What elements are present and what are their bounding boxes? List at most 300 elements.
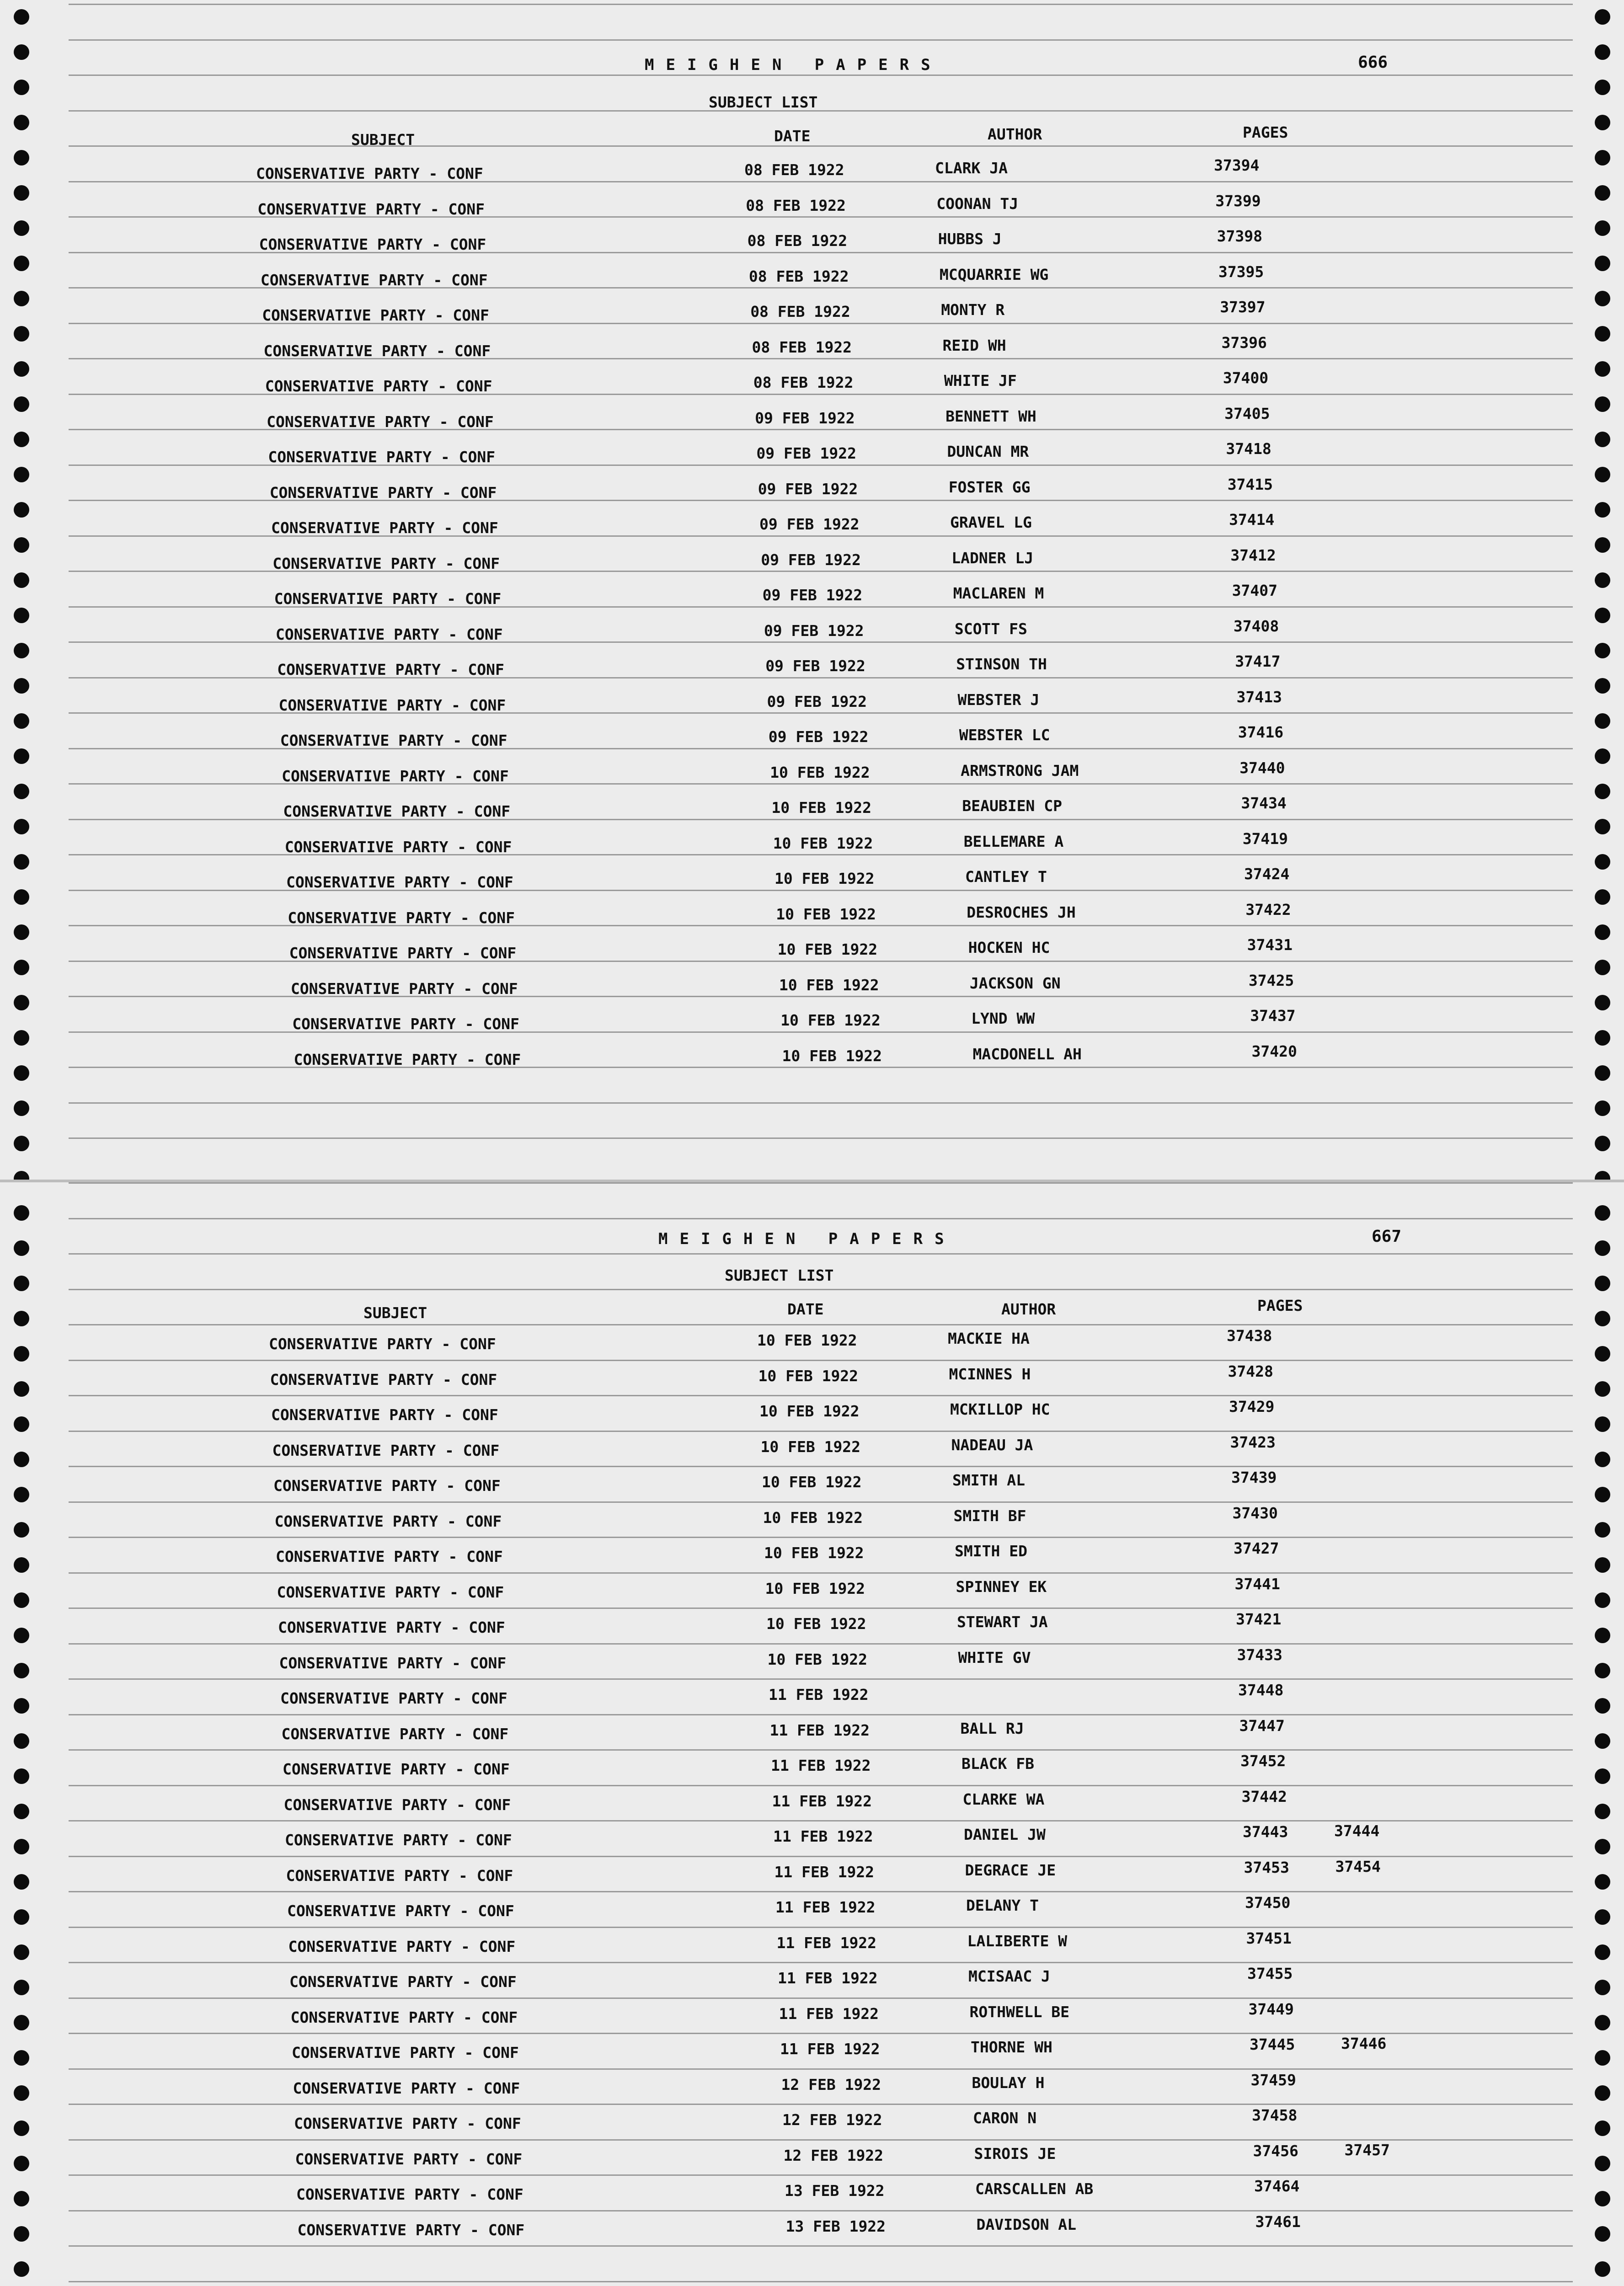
table-row: [32, 900, 1624, 936]
author-cell: GRAVEL LG: [950, 513, 1032, 531]
pages-cell: 37405: [1224, 404, 1270, 422]
pages-cell: 37399: [1215, 192, 1261, 210]
date-cell: 10 FEB 1922: [780, 1011, 881, 1029]
table-row: [21, 1575, 1624, 1611]
pages-cell: 37427: [1234, 1539, 1279, 1557]
author-cell: STINSON TH: [956, 655, 1047, 673]
date-cell: 09 FEB 1922: [759, 515, 860, 533]
subject-cell: CONSERVATIVE PARTY - CONF: [290, 2008, 518, 2026]
table-row: [35, 2000, 1624, 2036]
subject-cell: CONSERVATIVE PARTY - CONF: [262, 306, 489, 324]
author-cell: BELLEMARE A: [963, 832, 1064, 850]
date-cell: 10 FEB 1922: [764, 1544, 864, 1562]
pages-cell: 37417: [1235, 652, 1281, 670]
subject-cell: CONSERVATIVE PARTY - CONF: [283, 1760, 510, 1778]
subject-cell: CONSERVATIVE PARTY - CONF: [271, 1406, 498, 1424]
subject-cell: CONSERVATIVE PARTY - CONF: [278, 696, 506, 714]
date-cell: 12 FEB 1922: [783, 2146, 884, 2164]
feed-hole: [14, 150, 29, 166]
subject-cell: CONSERVATIVE PARTY - CONF: [288, 1937, 516, 1955]
author-cell: MCKILLOP HC: [950, 1400, 1050, 1418]
feed-hole: [14, 2191, 29, 2206]
subject-cell: CONSERVATIVE PARTY - CONF: [296, 2185, 524, 2203]
page-number: 667: [1372, 1227, 1402, 1246]
author-cell: REID WH: [942, 336, 1006, 354]
author-cell: WEBSTER LC: [959, 726, 1050, 744]
subject-cell: CONSERVATIVE PARTY - CONF: [280, 1689, 508, 1707]
ruled-line: [69, 1102, 1573, 1104]
subject-cell: CONSERVATIVE PARTY - CONF: [289, 944, 517, 962]
author-cell: BENNETT WH: [946, 407, 1036, 425]
table-row: [30, 1857, 1624, 1894]
table-row: [26, 758, 1624, 795]
column-header-author: AUTHOR: [988, 125, 1042, 143]
pages-cell: 37428: [1228, 1362, 1273, 1380]
table-row: [29, 829, 1624, 865]
date-cell: 11 FEB 1922: [769, 1686, 869, 1704]
ruled-line: [69, 2281, 1573, 2282]
feed-hole: [14, 2156, 29, 2171]
subject-cell: CONSERVATIVE PARTY - CONF: [272, 554, 500, 572]
subject-cell: CONSERVATIVE PARTY - CONF: [283, 1795, 511, 1814]
author-cell: CARSCALLEN AB: [975, 2180, 1094, 2198]
feed-hole: [14, 1980, 29, 1995]
table-row: [33, 1965, 1624, 2000]
subject-cell: CONSERVATIVE PARTY - CONF: [270, 1370, 497, 1389]
author-cell: DESROCHES JH: [967, 903, 1076, 921]
author-cell: BOULAY H: [972, 2073, 1045, 2092]
pages-cell: 37422: [1245, 900, 1291, 919]
author-cell: MACDONELL AH: [972, 1045, 1082, 1063]
feed-hole: [14, 1100, 29, 1116]
table-row: [23, 1645, 1624, 1682]
date-cell: 09 FEB 1922: [756, 444, 856, 462]
date-cell: 10 FEB 1922: [779, 976, 879, 994]
table-row: [39, 2141, 1624, 2178]
feed-hole: [14, 924, 29, 940]
subject-cell: CONSERVATIVE PARTY - CONF: [286, 1866, 513, 1885]
table-row: [14, 1362, 1624, 1398]
author-cell: CANTLEY T: [965, 868, 1047, 886]
feed-hole: [14, 1205, 29, 1221]
date-cell: 11 FEB 1922: [772, 1792, 872, 1810]
pages-cell: 37439: [1231, 1469, 1277, 1486]
page-number: 666: [1358, 53, 1388, 72]
date-cell: 08 FEB 1922: [744, 161, 844, 179]
table-row: [0, 156, 1624, 192]
subject-cell: CONSERVATIVE PARTY - CONF: [292, 2044, 519, 2062]
author-cell: STEWART JA: [957, 1613, 1048, 1631]
date-cell: 10 FEB 1922: [777, 940, 878, 958]
pages-cell: 37441: [1234, 1575, 1280, 1593]
feed-hole: [14, 2120, 29, 2136]
table-row: [40, 2177, 1624, 2213]
pages-cell: 37419: [1242, 829, 1288, 848]
pages-cell: 37421: [1236, 1610, 1282, 1628]
table-row: [15, 1398, 1624, 1433]
date-cell: 08 FEB 1922: [748, 267, 849, 285]
table-row: [36, 2035, 1624, 2071]
table-row: [22, 1610, 1624, 1646]
feed-hole: [1595, 1136, 1610, 1151]
subject-cell: CONSERVATIVE PARTY - CONF: [283, 802, 511, 820]
date-cell: 10 FEB 1922: [762, 1473, 862, 1491]
pages-cell: 37394: [1214, 156, 1260, 174]
date-cell: 10 FEB 1922: [782, 1047, 882, 1065]
pages-cell: 37418: [1226, 440, 1271, 458]
date-cell: 11 FEB 1922: [779, 2004, 879, 2023]
date-cell: 09 FEB 1922: [755, 409, 855, 427]
ruled-line: [69, 1324, 1573, 1325]
date-cell: 10 FEB 1922: [767, 1650, 868, 1668]
table-row: [21, 652, 1624, 688]
pages-cell: 37398: [1217, 227, 1262, 245]
subject-cell: CONSERVATIVE PARTY - CONF: [277, 661, 504, 678]
date-cell: 11 FEB 1922: [774, 1863, 875, 1881]
pages-cell: 37415: [1227, 475, 1273, 493]
author-cell: BALL RJ: [960, 1719, 1024, 1737]
subject-cell: CONSERVATIVE PARTY - CONF: [275, 625, 503, 643]
column-header-pages: PAGES: [1257, 1297, 1303, 1314]
table-row: [16, 1433, 1624, 1469]
pages-cell: 37442: [1241, 1787, 1287, 1805]
table-row: [37, 2071, 1624, 2107]
subject-cell: CONSERVATIVE PARTY - CONF: [268, 448, 496, 466]
feed-hole: [14, 1276, 29, 1291]
subject-cell: CONSERVATIVE PARTY - CONF: [284, 838, 512, 856]
pages-cell: 37424: [1244, 865, 1290, 883]
page-title: MEIGHEN PAPERS: [645, 56, 942, 74]
feed-hole: [14, 854, 29, 870]
date-cell: 10 FEB 1922: [757, 1331, 857, 1349]
date-cell: 08 FEB 1922: [747, 232, 848, 250]
date-cell: 09 FEB 1922: [758, 480, 858, 498]
author-cell: MCQUARRIE WG: [939, 265, 1049, 283]
pages-cell: 37425: [1248, 971, 1294, 989]
table-row: [38, 2106, 1624, 2142]
author-cell: CLARK JA: [935, 159, 1008, 177]
subject-cell: CONSERVATIVE PARTY - CONF: [265, 377, 492, 395]
column-header-subject: SUBJECT: [351, 131, 415, 149]
pages-cell: 37416: [1238, 723, 1284, 741]
date-cell: 13 FEB 1922: [785, 2217, 886, 2235]
table-row: [20, 617, 1624, 653]
subject-cell: CONSERVATIVE PARTY - CONF: [293, 2079, 520, 2097]
subject-cell: CONSERVATIVE PARTY - CONF: [287, 1902, 514, 1920]
table-row: [20, 1539, 1624, 1575]
ruled-line: [69, 1218, 1573, 1219]
pages-cell: 37459: [1250, 2071, 1296, 2089]
ruled-line: [69, 1182, 1573, 1184]
date-cell: 11 FEB 1922: [776, 1933, 877, 1952]
author-cell: THORNE WH: [971, 2038, 1052, 2056]
author-cell: JACKSON GN: [969, 974, 1061, 992]
subject-cell: CONSERVATIVE PARTY - CONF: [294, 1050, 521, 1068]
date-cell: 11 FEB 1922: [773, 1827, 873, 1845]
feed-hole: [14, 995, 29, 1010]
feed-hole: [1595, 1100, 1610, 1116]
author-cell: SCOTT FS: [954, 620, 1027, 638]
subject-cell: CONSERVATIVE PARTY - CONF: [288, 908, 515, 927]
pages-cell-2: 37454: [1335, 1857, 1381, 1875]
table-row: [1, 192, 1624, 228]
pages-cell: 37453: [1244, 1858, 1289, 1876]
table-row: [17, 1469, 1624, 1504]
subject-cell: CONSERVATIVE PARTY - CONF: [290, 979, 518, 998]
date-cell: 10 FEB 1922: [775, 870, 875, 887]
pages-cell: 37461: [1255, 2212, 1301, 2231]
subject-cell: CONSERVATIVE PARTY - CONF: [256, 165, 483, 182]
date-cell: 12 FEB 1922: [781, 2075, 881, 2094]
pages-cell: 37440: [1239, 758, 1285, 777]
table-row: [42, 2212, 1624, 2249]
feed-hole: [14, 2261, 29, 2277]
subject-cell: CONSERVATIVE PARTY - CONF: [273, 1477, 501, 1495]
ruled-line: [69, 1138, 1573, 1139]
author-cell: CLARKE WA: [962, 1790, 1045, 1808]
column-header-date: DATE: [787, 1300, 824, 1318]
feed-hole: [1595, 150, 1610, 166]
pages-cell-2: 37444: [1334, 1822, 1380, 1840]
subject-cell: CONSERVATIVE PARTY - CONF: [281, 1725, 509, 1743]
author-cell: DUNCAN MR: [947, 443, 1029, 460]
column-header-author: AUTHOR: [1001, 1300, 1056, 1318]
author-cell: FOSTER GG: [948, 478, 1031, 496]
feed-hole: [1595, 2261, 1610, 2277]
date-cell: 11 FEB 1922: [775, 1898, 876, 1916]
author-cell: SIROIS JE: [974, 2144, 1056, 2163]
pages-cell-2: 37457: [1344, 2141, 1390, 2159]
subject-cell: CONSERVATIVE PARTY - CONF: [278, 1618, 505, 1636]
page-header: [0, 53, 1624, 83]
feed-hole: [1595, 1205, 1610, 1221]
table-row: [36, 1007, 1624, 1042]
feed-hole: [14, 1065, 29, 1081]
pages-cell: 37407: [1232, 582, 1277, 599]
author-cell: WHITE GV: [958, 1648, 1031, 1666]
table-row: [33, 936, 1624, 972]
subject-cell: CONSERVATIVE PARTY - CONF: [269, 1335, 496, 1353]
date-cell: 08 FEB 1922: [750, 303, 850, 320]
author-cell: LYND WW: [971, 1009, 1035, 1027]
date-cell: 11 FEB 1922: [778, 1969, 878, 1987]
subject-cell: CONSERVATIVE PARTY - CONF: [263, 342, 491, 360]
pages-cell: 37420: [1251, 1042, 1297, 1060]
subject-cell: CONSERVATIVE PARTY - CONF: [276, 1548, 503, 1565]
author-cell: HOCKEN HC: [968, 939, 1050, 956]
table-row: [35, 971, 1624, 1007]
feed-hole: [14, 1136, 29, 1151]
subject-cell: CONSERVATIVE PARTY - CONF: [289, 1973, 517, 1991]
table-row: [13, 1327, 1624, 1362]
table-row: [38, 1042, 1624, 1078]
subject-cell: CONSERVATIVE PARTY - CONF: [257, 200, 485, 218]
pages-cell: 37437: [1250, 1007, 1296, 1025]
date-cell: 11 FEB 1922: [771, 1757, 871, 1774]
pages-cell: 37408: [1233, 617, 1279, 635]
table-row: [18, 582, 1624, 617]
printout-sheet-667: [0, 1180, 1624, 2286]
pages-cell: 37429: [1229, 1398, 1275, 1415]
date-cell: 09 FEB 1922: [764, 621, 864, 640]
feed-hole: [14, 1030, 29, 1046]
author-cell: SMITH BF: [953, 1506, 1026, 1525]
author-cell: BLACK FB: [962, 1755, 1034, 1773]
date-cell: 08 FEB 1922: [753, 374, 854, 391]
author-cell: MACKIE HA: [948, 1330, 1030, 1347]
subject-cell: CONSERVATIVE PARTY - CONF: [259, 235, 486, 253]
date-cell: 09 FEB 1922: [767, 692, 867, 710]
pages-cell: 37430: [1232, 1504, 1278, 1522]
author-cell: SPINNEY EK: [956, 1577, 1047, 1596]
author-cell: WHITE JF: [944, 372, 1017, 390]
author-cell: MCISAAC J: [968, 1967, 1050, 1985]
table-row: [19, 1504, 1624, 1540]
date-cell: 12 FEB 1922: [782, 2111, 882, 2129]
feed-hole: [14, 2226, 29, 2242]
date-cell: 10 FEB 1922: [763, 1508, 863, 1527]
table-row: [24, 1681, 1624, 1717]
date-cell: 13 FEB 1922: [785, 2182, 885, 2200]
author-cell: ARMSTRONG JAM: [961, 761, 1079, 780]
table-row: [27, 794, 1624, 830]
feed-hole: [14, 9, 29, 25]
subject-cell: CONSERVATIVE PARTY - CONF: [277, 1583, 504, 1601]
pages-cell: 37438: [1227, 1327, 1272, 1345]
date-cell: 10 FEB 1922: [758, 1367, 859, 1385]
table-row: [15, 511, 1624, 546]
column-header-pages: PAGES: [1243, 123, 1288, 141]
page-header: [0, 1227, 1624, 1257]
pages-cell: 37395: [1218, 262, 1264, 281]
table-row: [26, 1716, 1624, 1752]
subject-cell: CONSERVATIVE PARTY - CONF: [285, 1831, 512, 1849]
table-row: [6, 298, 1624, 334]
subject-cell: CONSERVATIVE PARTY - CONF: [282, 767, 509, 785]
subject-cell: CONSERVATIVE PARTY - CONF: [272, 1441, 500, 1459]
pages-cell: 37464: [1254, 2177, 1300, 2195]
table-row: [28, 1787, 1624, 1823]
column-header-date: DATE: [774, 127, 811, 145]
date-cell: 09 FEB 1922: [762, 586, 863, 604]
table-row: [8, 333, 1624, 369]
date-cell: 10 FEB 1922: [760, 1437, 861, 1456]
pages-cell: 37423: [1230, 1433, 1276, 1451]
date-cell: 11 FEB 1922: [769, 1721, 870, 1739]
subject-cell: CONSERVATIVE PARTY - CONF: [295, 2150, 523, 2168]
table-row: [5, 262, 1624, 299]
pages-cell: 37455: [1247, 1965, 1293, 1982]
feed-hole: [14, 1874, 29, 1890]
feed-hole: [14, 1944, 29, 1960]
date-cell: 09 FEB 1922: [761, 550, 861, 569]
table-row: [27, 1752, 1624, 1788]
pages-cell: 37445: [1250, 2035, 1295, 2053]
author-cell: HUBBS J: [938, 230, 1002, 248]
table-row: [14, 475, 1624, 511]
table-row: [32, 1929, 1624, 1965]
pages-cell: 37431: [1247, 936, 1293, 954]
table-row: [23, 688, 1624, 724]
author-cell: DANIEL JW: [964, 1826, 1046, 1843]
pages-cell: 37448: [1238, 1681, 1284, 1699]
page-title: MEIGHEN PAPERS: [658, 1230, 956, 1248]
subject-cell: CONSERVATIVE PARTY - CONF: [274, 590, 502, 608]
feed-hole: [14, 115, 29, 130]
pages-cell: 37412: [1230, 546, 1276, 564]
pages-cell: 37396: [1221, 333, 1267, 352]
subject-cell: CONSERVATIVE PARTY - CONF: [292, 1015, 519, 1033]
table-row: [30, 865, 1624, 901]
table-row: [31, 1894, 1624, 1929]
date-cell: 10 FEB 1922: [773, 834, 873, 852]
subject-cell: CONSERVATIVE PARTY - CONF: [269, 483, 497, 502]
ruled-line: [69, 145, 1573, 147]
date-cell: 09 FEB 1922: [765, 657, 865, 675]
ruled-line: [69, 110, 1573, 112]
feed-hole: [14, 1839, 29, 1854]
author-cell: SMITH AL: [952, 1471, 1025, 1489]
table-row: [24, 723, 1624, 759]
subject-cell: CONSERVATIVE PARTY - CONF: [274, 1512, 502, 1530]
date-cell: 11 FEB 1922: [780, 2040, 880, 2058]
date-cell: 10 FEB 1922: [766, 1615, 866, 1633]
ruled-line: [69, 39, 1573, 41]
feed-hole: [14, 889, 29, 905]
pages-cell: 37451: [1246, 1929, 1292, 1947]
ruled-line: [69, 1289, 1573, 1290]
date-cell: 10 FEB 1922: [759, 1402, 860, 1420]
subject-cell: CONSERVATIVE PARTY - CONF: [280, 732, 508, 749]
author-cell: LALIBERTE W: [967, 1932, 1068, 1950]
pages-cell: 37443: [1243, 1823, 1288, 1841]
author-cell: COONAN TJ: [936, 194, 1019, 213]
pages-cell: 37458: [1252, 2106, 1298, 2124]
subject-cell: CONSERVATIVE PARTY - CONF: [271, 519, 498, 537]
author-cell: DEGRACE JE: [965, 1861, 1056, 1879]
subject-cell: CONSERVATIVE PARTY - CONF: [279, 1654, 507, 1672]
pages-cell: 37414: [1229, 511, 1275, 529]
feed-hole: [1595, 1276, 1610, 1291]
page-subtitle: SUBJECT LIST: [725, 1266, 834, 1284]
date-cell: 10 FEB 1922: [776, 905, 876, 923]
pages-cell-2: 37446: [1341, 2035, 1387, 2052]
date-cell: 09 FEB 1922: [768, 728, 869, 746]
table-row: [9, 369, 1624, 405]
ruled-line: [69, 4, 1573, 5]
author-cell: MACLAREN M: [953, 584, 1044, 602]
author-cell: BEAUBIEN CP: [962, 797, 1062, 815]
pages-cell: 37397: [1220, 298, 1266, 316]
author-cell: SMITH ED: [955, 1542, 1027, 1560]
pages-cell: 37413: [1236, 688, 1282, 706]
date-cell: 08 FEB 1922: [746, 196, 846, 214]
author-cell: DELANY T: [966, 1896, 1039, 1914]
table-row: [29, 1822, 1624, 1859]
subject-cell: CONSERVATIVE PARTY - CONF: [260, 271, 488, 289]
author-cell: LADNER LJ: [951, 549, 1034, 567]
feed-hole: [14, 2085, 29, 2101]
table-row: [12, 440, 1624, 475]
pages-cell: 37456: [1253, 2142, 1298, 2160]
author-cell: DAVIDSON AL: [976, 2215, 1077, 2233]
feed-hole: [14, 960, 29, 975]
feed-hole: [14, 2050, 29, 2066]
table-row: [11, 404, 1624, 440]
feed-hole: [1595, 1311, 1610, 1326]
table-row: [3, 227, 1624, 263]
pages-cell: 37452: [1240, 1752, 1286, 1770]
